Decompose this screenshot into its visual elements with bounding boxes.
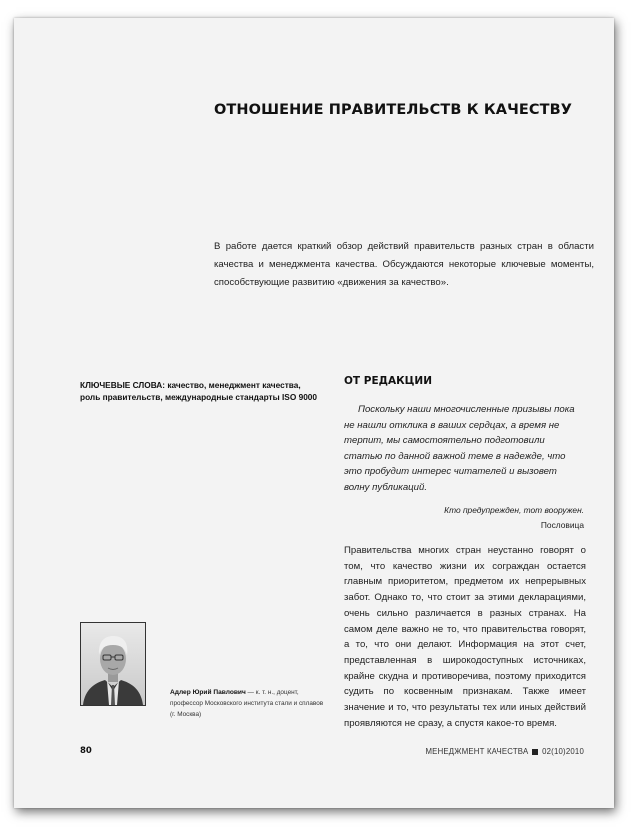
epigraph-source: Пословица bbox=[540, 520, 584, 530]
keywords: КЛЮЧЕВЫЕ СЛОВА: качество, менеджмент качества, роль правительств, международные стандарты ISO 9000 bbox=[80, 380, 318, 402]
author-name: Адлер Юрий Павлович bbox=[170, 689, 246, 696]
journal-footer bbox=[425, 747, 584, 756]
body-paragraph: Правительства многих стран неустанно говорят о том, что качество жизни их сограждан остается главным приоритетом, предметом их непрерывных забот. Однако то, что стоит за этими декларациями, очень сильно различается в разных странах. На самом деле важно не то, что правительства говорят, а то, что они делают. Информация на этот счет, представленная в широкодоступных источниках, крайне скудна и противоречива, поэтому приходится судить по косвенным признакам. Также имеет значение и то, что результаты тех или иных действий проявляются не сразу, а спустя какое-то время. bbox=[344, 545, 586, 729]
editorial-text bbox=[344, 402, 584, 495]
editorial-heading: ОТ РЕДАКЦИИ bbox=[344, 375, 432, 387]
author-photo bbox=[80, 622, 146, 706]
journal-name: МЕНЕДЖМЕНТ КАЧЕСТВА bbox=[425, 747, 529, 756]
article-title: ОТНОШЕНИЕ ПРАВИТЕЛЬСТВ К КАЧЕСТВУ bbox=[214, 102, 573, 118]
author-info bbox=[170, 687, 330, 720]
author-description: — к. т. н., доцент, профессор Московского института стали и сплавов (г. Москва) bbox=[170, 689, 324, 718]
editorial-paragraph: Поскольку наши многочисленные призывы пока не нашли отклика в ваших сердцах, а время не терпит, мы самостоятельно подготовили статью по данной важной теме в надежде, что это пробудит интерес читателей и вызовет волну публикаций. bbox=[344, 404, 575, 493]
magazine-page bbox=[14, 18, 614, 808]
journal-issue: 02(10)2010 bbox=[542, 747, 584, 756]
epigraph-quote: Кто предупрежден, тот вооружен. bbox=[444, 505, 584, 515]
epigraph bbox=[344, 503, 584, 533]
article-abstract: В работе дается краткий обзор действий правительств разных стран в области качества и менеджмента качества. Обсуждаются некоторые ключевые моменты, способствующие развитию «движения за качество». bbox=[214, 241, 594, 288]
page-number: 80 bbox=[80, 746, 92, 756]
square-bullet-icon bbox=[532, 749, 538, 755]
